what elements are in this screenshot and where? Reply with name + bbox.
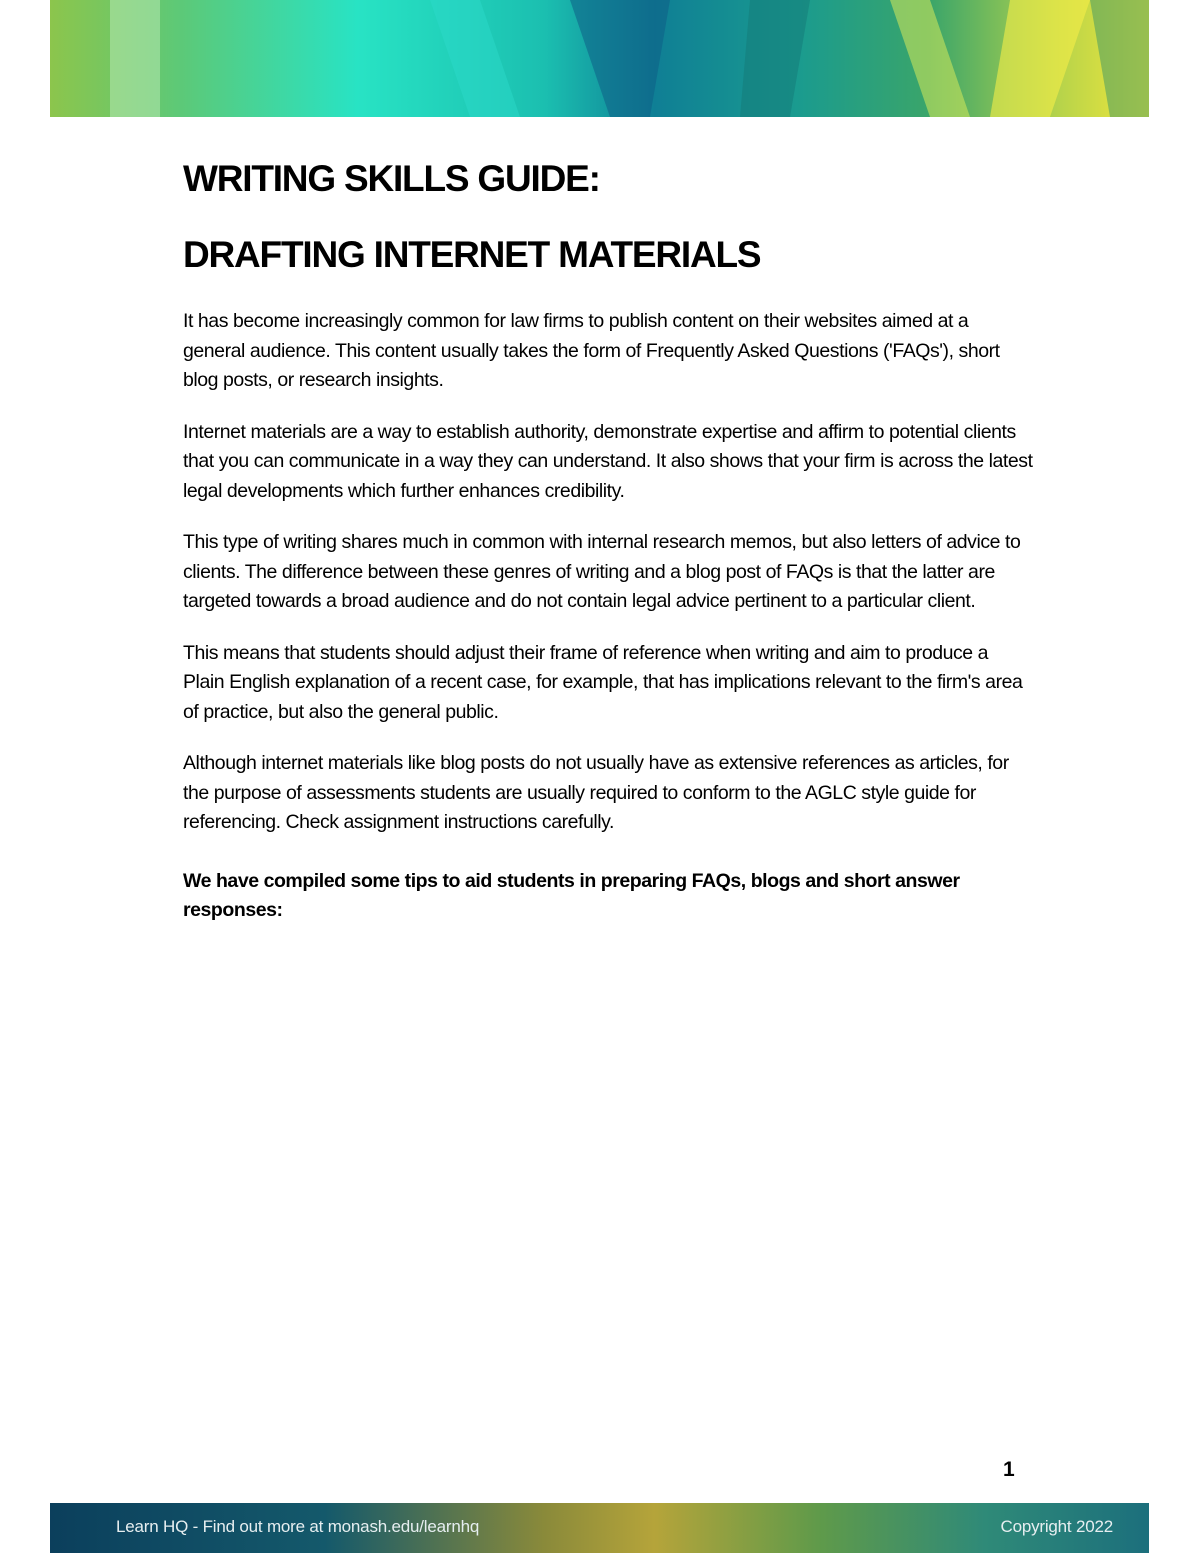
paragraph-3: This type of writing shares much in common with internal research memos, but also letters of advice to clients. The difference between these genres of writing and a blog post of FAQs is that the latter are targeted towards a broad audience and do not contain legal advice pertinent to a particular client. (183, 531, 1021, 612)
header-banner (50, 0, 1149, 117)
paragraph-1: It has become increasingly common for law firms to publish content on their websites aimed at a general audience. This content usually takes the form of Frequently Asked Questions ('FAQs'), short blog posts, or research insights. (183, 310, 1000, 391)
paragraph-5: Although internet materials like blog posts do not usually have as extensive references as articles, for the purpose of assessments students are usually required to conform to the AGLC style guide for referencing. Check assignment instructions carefully. (183, 752, 1009, 833)
document-body (183, 156, 1033, 926)
footer-link-text[interactable]: Learn HQ - Find out more at monash.edu/learnhq (116, 1517, 480, 1536)
title-line-2: DRAFTING INTERNET MATERIALS (183, 234, 761, 275)
title-line-1: WRITING SKILLS GUIDE: (183, 158, 600, 199)
paragraph-4: This means that students should adjust their frame of reference when writing and aim to produce a Plain English explanation of a recent case, for example, that has implications relevant to the firm's area of practice, but also the general public. (183, 641, 1023, 723)
footer-copyright: Copyright 2022 (1000, 1517, 1113, 1536)
footer-bar (50, 1503, 1149, 1553)
page-number: 1 (1003, 1458, 1015, 1481)
header-banner-graphic (50, 0, 1149, 117)
closing-paragraph: We have compiled some tips to aid students in preparing FAQs, blogs and short answer responses: (183, 869, 960, 921)
paragraph-2: Internet materials are a way to establish authority, demonstrate expertise and affirm to potential clients that you can communicate in a way they can understand. It also shows that your firm is across the latest legal developments which further enhances credibility. (183, 420, 1033, 502)
